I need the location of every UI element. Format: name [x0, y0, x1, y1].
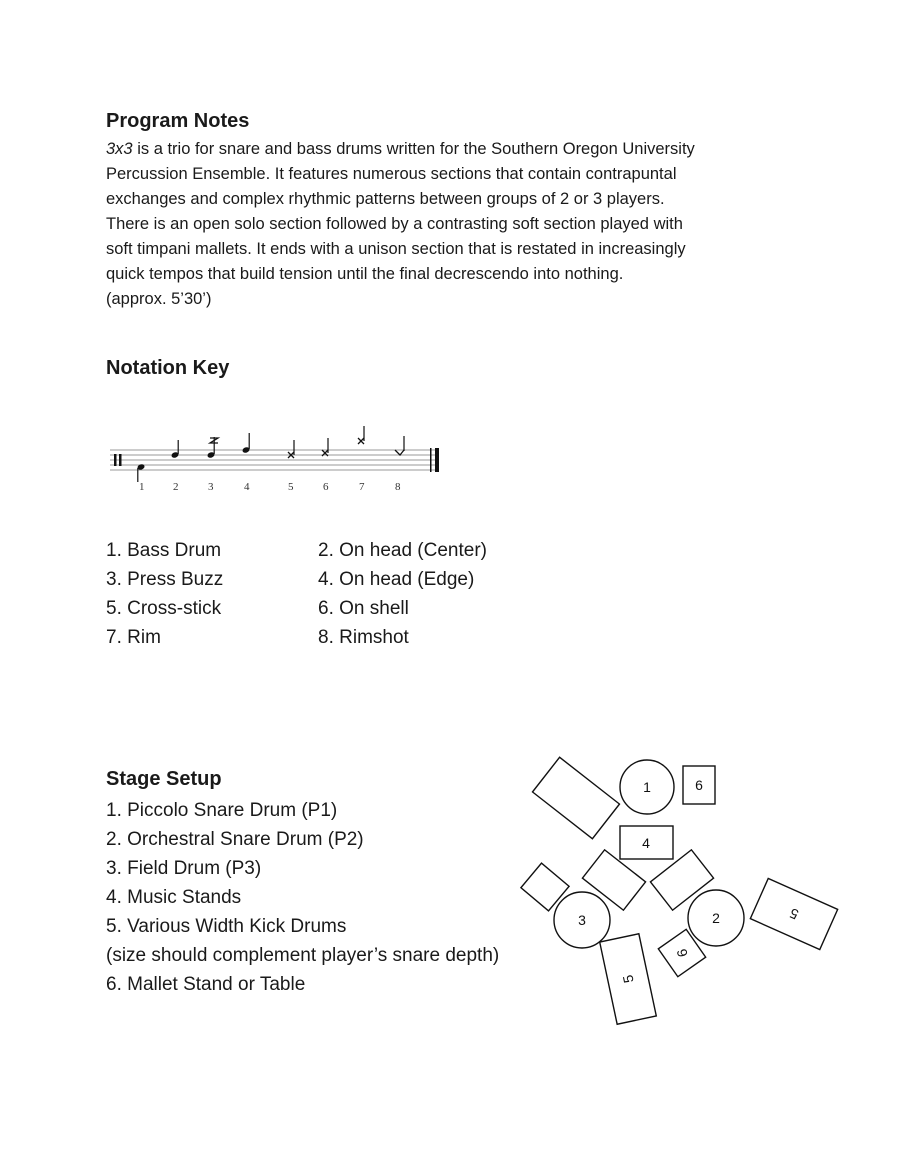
staff-number: 7 — [359, 481, 365, 493]
staff-number: 3 — [208, 481, 214, 493]
note-on-shell — [322, 438, 328, 456]
stage-stand-top-left — [533, 757, 620, 838]
note-head-center — [171, 440, 180, 459]
program-notes-duration: (approx. 5’30’) — [106, 290, 212, 308]
program-notes-paragraph — [106, 137, 806, 312]
stage-item-piccolo-snare: 1. Piccolo Snare Drum (P1) — [106, 800, 338, 821]
key-item-head-edge: 4. On head (Edge) — [318, 569, 475, 590]
note-bass-drum — [137, 463, 146, 482]
note-head-edge — [242, 433, 251, 454]
staff-number: 4 — [244, 481, 250, 493]
program-notes-heading: Program Notes — [106, 110, 250, 132]
stage-item-kick-note: (size should complement player’s snare depth) — [106, 945, 500, 966]
program-notes-line: exchanges and complex rhythmic patterns between groups of 2 or 3 players. — [106, 190, 665, 208]
staff-number: 2 — [173, 481, 179, 493]
stage-label: 6 — [673, 947, 691, 959]
stage-label: 4 — [642, 835, 650, 851]
stage-setup-heading: Stage Setup — [106, 768, 222, 790]
stage-label: 6 — [695, 777, 703, 793]
key-item-head-center: 2. On head (Center) — [318, 540, 487, 561]
stage-label: 5 — [619, 973, 637, 985]
stage-item-orchestral-snare: 2. Orchestral Snare Drum (P2) — [106, 829, 364, 850]
key-item-bass-drum: 1. Bass Drum — [106, 540, 222, 561]
note-rim — [358, 426, 364, 444]
key-item-press-buzz: 3. Press Buzz — [106, 569, 224, 590]
stage-setup-diagram — [510, 748, 850, 1033]
piece-title: 3x3 — [106, 140, 133, 158]
key-item-cross-stick: 5. Cross-stick — [106, 598, 222, 619]
program-notes-line: There is an open solo section followed by a contrasting soft section played with — [106, 215, 683, 233]
stage-item-field-drum: 3. Field Drum (P3) — [106, 858, 262, 879]
staff-number: 6 — [323, 481, 329, 493]
notation-key-heading: Notation Key — [106, 357, 230, 379]
program-notes-line — [106, 137, 806, 162]
staff-number: 5 — [288, 481, 294, 493]
stage-item-kick-drums: 5. Various Width Kick Drums — [106, 916, 347, 937]
notation-key-list — [106, 536, 487, 652]
staff-number-labels — [139, 481, 401, 493]
stage-label: 2 — [712, 910, 720, 926]
key-item-rim: 7. Rim — [106, 627, 161, 648]
stage-label: 5 — [787, 905, 801, 923]
staff-number: 8 — [395, 481, 401, 493]
program-notes-line-rest: is a trio for snare and bass drums written for the Southern Oregon University — [132, 140, 695, 158]
stage-setup-list — [106, 796, 499, 999]
key-item-on-shell: 6. On shell — [318, 598, 409, 619]
stage-item-music-stands: 4. Music Stands — [106, 887, 242, 908]
program-notes-line: quick tempos that build tension until the final decrescendo into nothing. — [106, 265, 624, 283]
stage-label: 1 — [643, 779, 651, 795]
program-notes-line: soft timpani mallets. It ends with a unison section that is restated in increasingly — [106, 240, 686, 258]
stage-kick-drum-right — [750, 878, 837, 949]
note-rimshot — [395, 436, 404, 455]
key-item-rimshot: 8. Rimshot — [318, 627, 409, 648]
staff-lines — [110, 450, 438, 470]
stage-kick-drum-bottom — [600, 934, 657, 1024]
stage-item-mallet-stand: 6. Mallet Stand or Table — [106, 974, 306, 995]
notation-staff — [106, 420, 446, 495]
staff-number: 1 — [139, 481, 145, 493]
stage-label: 3 — [578, 912, 586, 928]
program-notes-line: Percussion Ensemble. It features numerous sections that contain contrapuntal — [106, 165, 677, 183]
